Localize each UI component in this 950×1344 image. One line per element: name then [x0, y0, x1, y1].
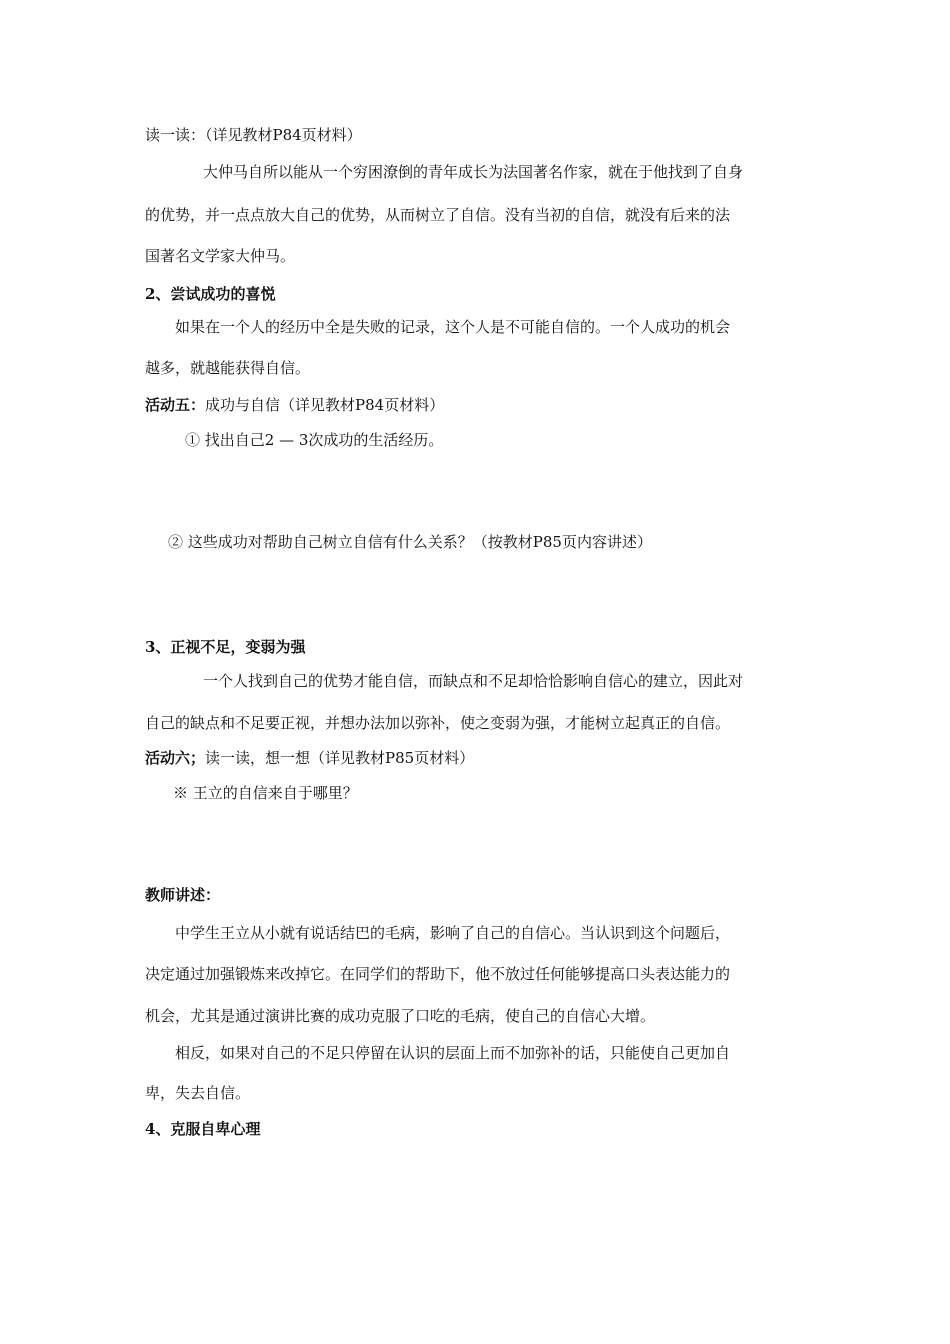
read-heading: 读一读：（详见教材P84页材料） — [145, 126, 362, 144]
section-heading-4: 4、克服自卑心理 — [145, 1120, 261, 1138]
paragraph-line: 决定通过加强锻炼来改掉它。在同学们的帮助下，他不放过任何能够提高口头表达能力的 — [145, 965, 731, 983]
paragraph-line: 中学生王立从小就有说话结巴的毛病，影响了自己的自信心。当认识到这个问题后， — [175, 924, 731, 942]
activity-six-text: 读一读，想一想（详见教材P85页材料） — [205, 749, 475, 767]
paragraph-line: 相反，如果对自己的不足只停留在认识的层面上而不加弥补的话，只能使自己更加自 — [175, 1044, 731, 1062]
paragraph-line: 如果在一个人的经历中全是失败的记录，这个人是不可能自信的。一个人成功的机会 — [175, 318, 731, 336]
paragraph-line: 国著名文学家大仲马。 — [145, 247, 296, 265]
activity-six — [145, 748, 815, 768]
paragraph-line: 卑，失去自信。 — [145, 1084, 251, 1102]
activity-five — [145, 395, 815, 415]
teacher-heading: 教师讲述： — [145, 886, 221, 904]
paragraph-line: 大仲马自所以能从一个穷困潦倒的青年成长为法国著名作家，就在于他找到了自身 — [203, 163, 744, 181]
question-1: ① 找出自己2 — 3次成功的生活经历。 — [185, 431, 444, 449]
activity-five-text: 成功与自信（详见教材P84页材料） — [205, 396, 445, 414]
activity-five-label: 活动五： — [145, 396, 206, 414]
paragraph-line: 自己的缺点和不足要正视，并想办法加以弥补，使之变弱为强，才能树立起真正的自信。 — [145, 714, 731, 732]
section-heading-2: 2、尝试成功的喜悦 — [145, 285, 276, 303]
question-2: ② 这些成功对帮助自己树立自信有什么关系？（按教材P85页内容讲述） — [168, 533, 652, 551]
section-heading-3: 3、正视不足，变弱为强 — [145, 638, 306, 656]
question-wangli: ※ 王立的自信来自于哪里？ — [173, 784, 358, 802]
activity-six-label: 活动六； — [145, 749, 206, 767]
paragraph-line: 的优势，并一点点放大自己的优势，从而树立了自信。没有当初的自信，就没有后来的法 — [145, 206, 731, 224]
paragraph-line: 越多，就越能获得自信。 — [145, 359, 311, 377]
paragraph-line: 机会，尤其是通过演讲比赛的成功克服了口吃的毛病，使自己的自信心大增。 — [145, 1007, 656, 1025]
paragraph-line: 一个人找到自己的优势才能自信，而缺点和不足却恰恰影响自信心的建立，因此对 — [203, 672, 744, 690]
